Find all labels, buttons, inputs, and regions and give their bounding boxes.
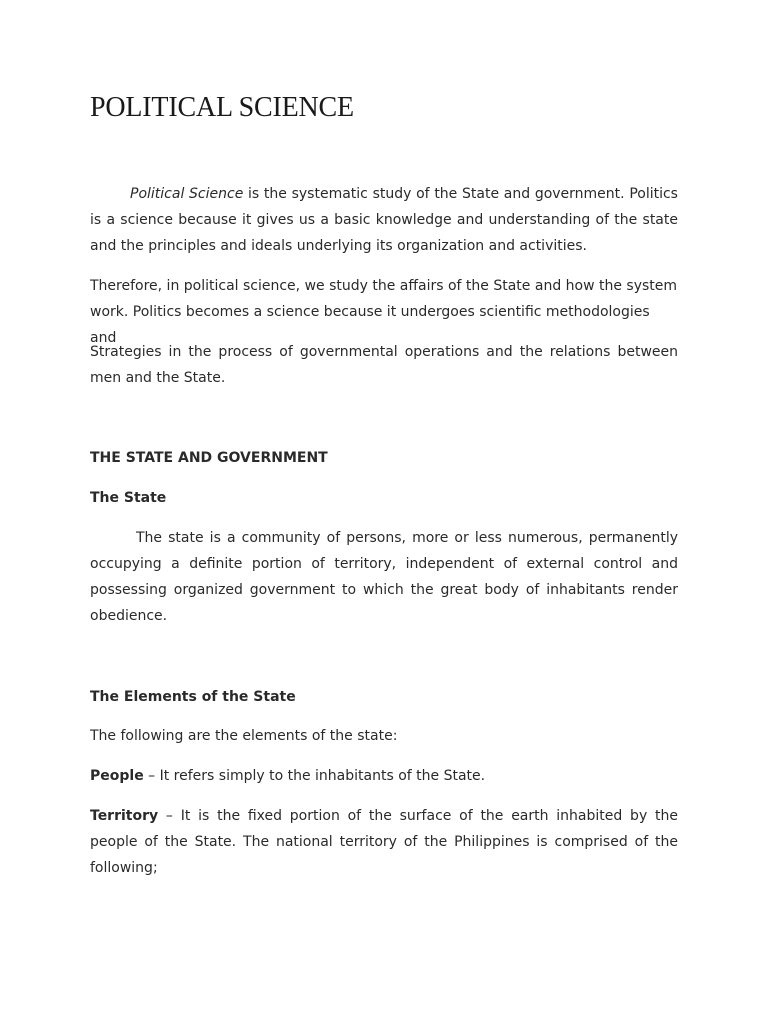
territory-text: – It is the fixed portion of the surface of the earth inhabited by the people of the State. The national territory of the Philippines is comprised of the following; bbox=[90, 808, 678, 876]
people-definition bbox=[90, 763, 678, 789]
heading-the-state: The State bbox=[90, 490, 167, 506]
elements-intro: The following are the elements of the state: bbox=[90, 728, 398, 744]
state-definition-paragraph: The state is a community of persons, more or less numerous, permanently occupying a definite portion of territory, independent of external control and possessing organized government to which the great body of inhabitants render obedience. bbox=[90, 530, 678, 624]
people-term: People bbox=[90, 768, 144, 784]
intro-term: Political Science bbox=[130, 186, 244, 202]
territory-term: Territory bbox=[90, 808, 159, 824]
section-heading-state-and-government: THE STATE AND GOVERNMENT bbox=[90, 450, 328, 466]
people-text: – It refers simply to the inhabitants of the State. bbox=[143, 768, 486, 784]
intro-paragraph bbox=[90, 181, 678, 259]
document-title: POLITICAL SCIENCE bbox=[90, 92, 354, 123]
territory-definition bbox=[90, 803, 678, 881]
paragraph-2: Therefore, in political science, we study the affairs of the State and how the system work. Politics becomes a science because it undergoes scientific methodologies and bbox=[90, 278, 678, 346]
paragraph-3: Strategies in the process of governmental operations and the relations between men and the State. bbox=[90, 344, 678, 386]
intro-text: is the systematic study of the State and government. Politics is a science because it gives us a basic knowledge and understanding of the state and the principles and ideals underlying its organization and activities. bbox=[90, 186, 678, 254]
heading-elements-of-the-state: The Elements of the State bbox=[90, 689, 296, 705]
